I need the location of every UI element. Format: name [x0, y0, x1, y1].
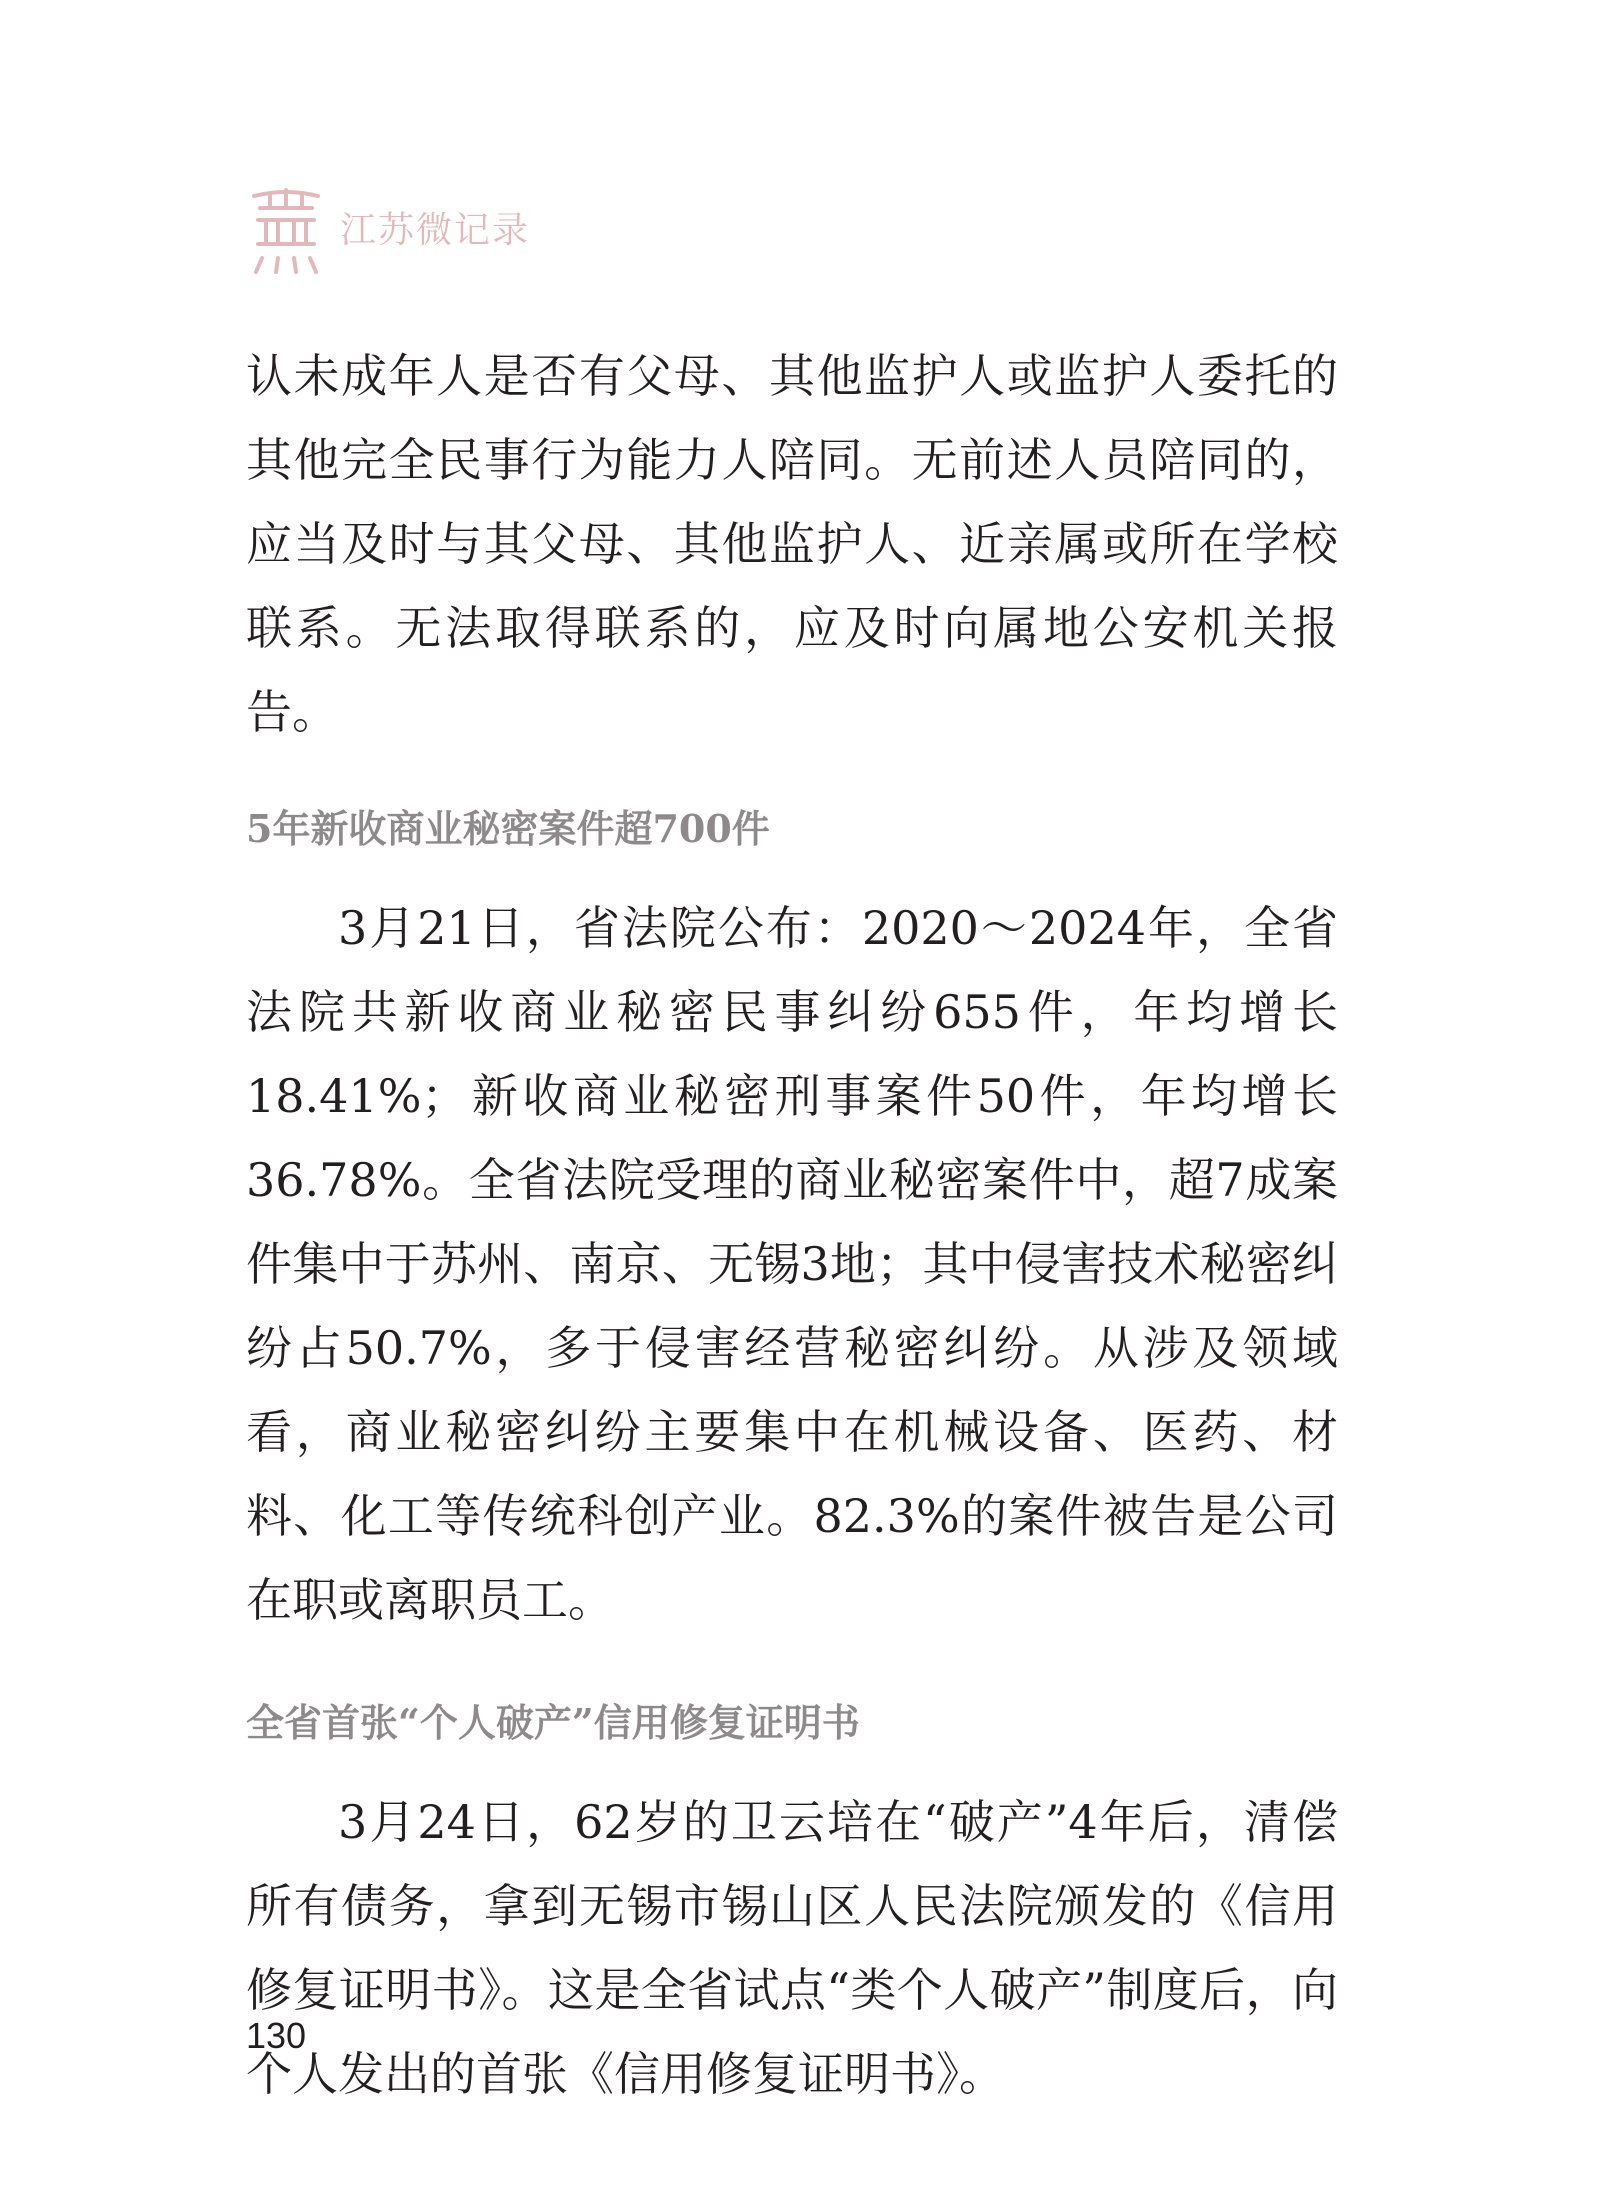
- page-number: 130: [246, 2015, 307, 2056]
- section-heading-trade-secrets: 5年新收商业秘密案件超700件: [246, 806, 770, 851]
- page-header: [246, 186, 530, 276]
- page-content: [246, 334, 1338, 2116]
- continued-paragraph: 认未成年人是否有父母、其他监护人或监护人委托的其他完全民事行为能力人陪同。无前述人员陪同的，应当及时与其父母、其他监护人、近亲属或所在学校联系。无法取得联系的，应及时向属地公安机关报告。: [246, 349, 1338, 739]
- section-body-trade-secrets: 3月21日，省法院公布：2020～2024年，全省法院共新收商业秘密民事纠纷655件，年均增长18.41%；新收商业秘密刑事案件50件，年均增长36.78%。全省法院受理的商业秘密案件中，超7成案件集中于苏州、南京、无锡3地；其中侵害技术秘密纠纷占50.7%，多于侵害经营秘密纠纷。从涉及领域看，商业秘密纠纷主要集中在机械设备、医药、材料、化工等传统科创产业。82.3%的案件被告是公司在职或离职员工。: [246, 901, 1338, 1627]
- running-header-title: 江苏微记录: [340, 210, 531, 251]
- seal-logo-icon: [246, 186, 326, 276]
- section-body-credit-certificate: 3月24日，62岁的卫云培在“破产”4年后，清偿所有债务，拿到无锡市锡山区人民法院颁发的《信用修复证明书》。这是全省试点“类个人破产”制度后，向个人发出的首张《信用修复证明书》。: [246, 1795, 1338, 2101]
- section-heading-credit-certificate: 全省首张“个人破产”信用修复证明书: [246, 1700, 860, 1745]
